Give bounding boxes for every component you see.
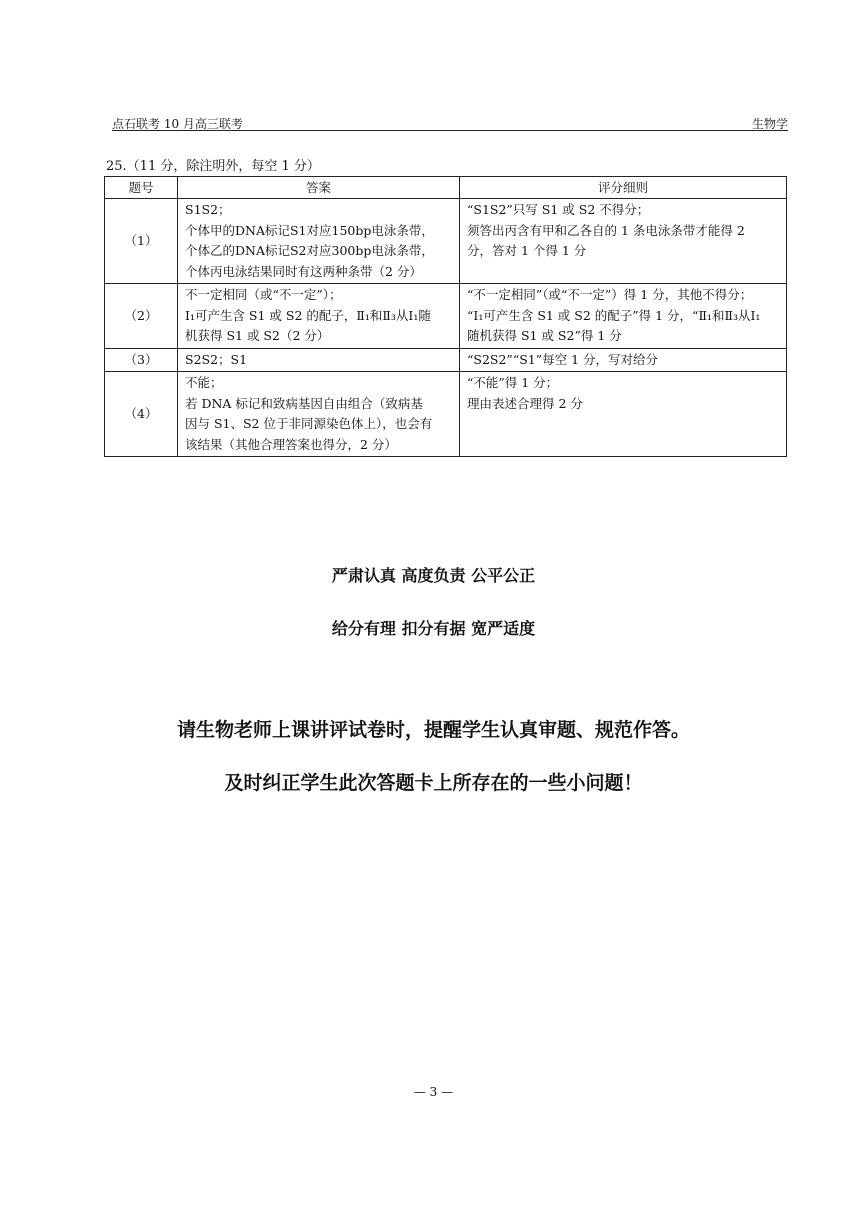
header-answer: 答案 [178, 177, 460, 199]
subject-name: 生物学 [751, 117, 788, 131]
answer-cell-line: 该结果（其他合理答案也得分，2 分） [185, 436, 397, 452]
answer-cell-line: 不一定相同（或“不一定”）； [185, 287, 342, 302]
slogan-1: 严肃认真 高度负责 公平公正 [331, 566, 536, 585]
rule-cell-line: “不能”得 1 分； [467, 375, 559, 390]
answer-cell-line: 个体乙的DNA标记S2对应300bp电泳条带， [185, 243, 434, 258]
rule-cell-line: “Ⅰ₁可产生含 S1 或 S2 的配子”得 1 分，“Ⅱ₁和Ⅱ₃从Ⅰ₁ [467, 307, 761, 323]
answer-cell-line: Ⅰ₁可产生含 S1 或 S2 的配子，Ⅱ₁和Ⅱ₃从Ⅰ₁随 [185, 307, 431, 323]
answer-cell [178, 199, 460, 284]
rule-cell [460, 199, 787, 284]
rule-cell [460, 348, 787, 372]
header-rule: 评分细则 [460, 177, 787, 199]
rule-cell [460, 372, 787, 457]
rule-cell-line: 须答出丙含有甲和乙各自的 1 条电泳条带才能得 2 [467, 222, 745, 238]
answer-cell-line: 机获得 S1 或 S2（2 分） [185, 328, 330, 343]
page-header [112, 115, 788, 131]
scoring-table [104, 176, 787, 457]
answer-cell-line: 个体丙电泳结果同时有这两种条带（2 分） [185, 263, 422, 279]
notice-2: 及时纠正学生此次答题卡上所存在的一些小问题！ [224, 772, 643, 794]
answer-cell-line: 不能； [185, 375, 223, 390]
table-row [105, 284, 787, 349]
table-row [105, 372, 787, 457]
exam-name: 点石联考 10 月高三联考 [112, 117, 243, 131]
page-number: — 3 — [413, 1085, 454, 1099]
table-row [105, 348, 787, 372]
question-number: （4） [105, 372, 178, 457]
rule-cell-line: “不一定相同”（或“不一定”）得 1 分，其他不得分； [467, 287, 753, 302]
slogan-2: 给分有理 扣分有据 宽严适度 [331, 619, 536, 638]
answer-cell [178, 372, 460, 457]
question-title: 25.（11 分，除注明外，每空 1 分） [106, 159, 320, 174]
answer-cell [178, 284, 460, 349]
rule-cell [460, 284, 787, 349]
table-row [105, 199, 787, 284]
rule-cell-line: 分，答对 1 个得 1 分 [467, 243, 587, 258]
answer-cell-line: 因与 S1、S2 位于非同源染色体上），也会有 [185, 416, 433, 431]
question-number: （1） [105, 199, 178, 284]
answer-cell-line: S1S2； [185, 202, 231, 217]
header-number: 题号 [105, 177, 178, 199]
question-number: （3） [105, 348, 178, 372]
rule-cell-line: 理由表述合理得 2 分 [467, 395, 583, 411]
rule-cell-line: “S1S2”只写 S1 或 S2 不得分； [467, 202, 650, 217]
notice-1: 请生物老师上课讲评试卷时，提醒学生认真审题、规范作答。 [176, 719, 690, 741]
rule-cell-line: “S2S2”“S1”每空 1 分，写对给分 [467, 351, 659, 367]
answer-cell-line: 个体甲的DNA标记S1对应150bp电泳条带， [185, 222, 434, 238]
answer-cell [178, 348, 460, 372]
answer-cell-line: S2S2；S1 [185, 351, 248, 367]
rule-cell-line: 随机获得 S1 或 S2”得 1 分 [467, 328, 622, 343]
answer-cell-line: 若 DNA 标记和致病基因自由组合（致病基 [185, 395, 423, 411]
question-number: （2） [105, 284, 178, 349]
